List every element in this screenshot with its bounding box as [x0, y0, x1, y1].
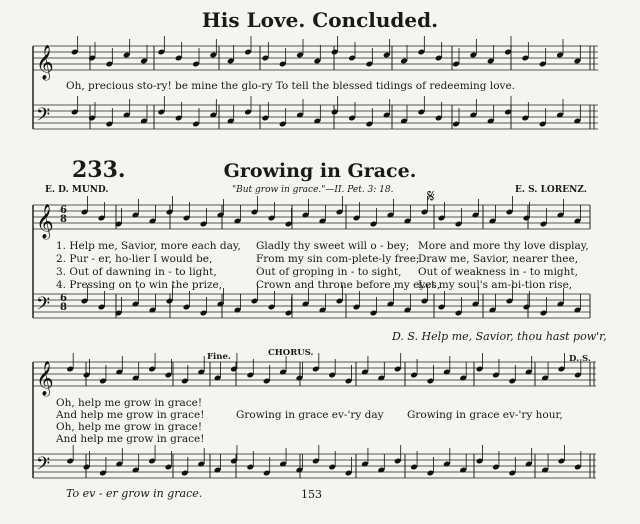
treble-clef-2: 𝄞 [36, 204, 54, 239]
bass-clef-2: 𝄢 [36, 294, 51, 319]
verse-3-part-c: Out of weakness in - to might, [418, 266, 578, 278]
refrain-line-4: And help me grow in grace! [56, 433, 205, 445]
hymn-number: 233. [72, 157, 126, 183]
verse-3-part-b: Out of groping in - to sight, [256, 266, 402, 278]
treble-clef-3: 𝄞 [36, 361, 54, 396]
bass-clef-1: 𝄢 [36, 105, 51, 130]
fine-marking: Fine. [207, 352, 231, 362]
scripture-reference: "But grow in grace."—II. Pet. 3: 18. [232, 185, 394, 195]
chorus-lyric-2: Growing in grace ev-'ry hour, [407, 409, 563, 421]
hymn-title: Growing in Grace. [223, 160, 417, 182]
time-signature-bass: 6 8 [60, 293, 67, 313]
verse-2-part-a: 2. Pur - er, ho-lier I would be, [56, 253, 213, 265]
verse-4-part-c: Let my soul's am-bi-tion rise, [418, 279, 573, 291]
bottom-lyric-line: To ev - er grow in grace. [66, 487, 203, 500]
verse-4-part-a: 4. Pressing on to win the prize, [56, 279, 223, 291]
verse-1-part-c: More and more thy love display, [418, 240, 589, 252]
ds-lyric-line: D. S. Help me, Savior, thou hast pow'r, [392, 330, 607, 343]
verse-1-part-b: Gladly thy sweet will o - bey; [256, 240, 410, 252]
refrain-line-3: Oh, help me grow in grace! [56, 421, 203, 433]
verse-2-part-c: Draw me, Savior, nearer thee, [418, 253, 579, 265]
chorus-lyric-1: Growing in grace ev-'ry day [236, 409, 384, 421]
refrain-line-2: And help me grow in grace! [56, 409, 205, 421]
chorus-marking: CHORUS. [268, 348, 314, 358]
treble-clef-1: 𝄞 [36, 45, 54, 80]
composer-right: E. S. LORENZ. [515, 185, 587, 195]
composer-left: E. D. MUND. [45, 185, 109, 195]
refrain-line-1: Oh, help me grow in grace! [56, 397, 203, 409]
page-title-his-love: His Love. Concluded. [201, 8, 439, 32]
verse-3-part-a: 3. Out of dawning in - to light, [56, 266, 217, 278]
ds-marking: D. S. [569, 354, 591, 364]
bass-clef-3: 𝄢 [36, 454, 51, 479]
time-signature-treble: 6 8 [60, 205, 67, 225]
page-number: 153 [301, 488, 322, 501]
lyric-line-section1: Oh, precious sto-ry! be mine the glo-ry To tell the blessed tidings of redeeming love. [66, 80, 516, 92]
segno-sign: 𝄋 [427, 186, 435, 207]
verse-1-part-a: 1. Help me, Savior, more each day, [56, 240, 241, 252]
verse-4-part-b: Crown and throne before my eyes, [256, 279, 441, 291]
verse-2-part-b: From my sin com-plete-ly free; [256, 253, 420, 265]
